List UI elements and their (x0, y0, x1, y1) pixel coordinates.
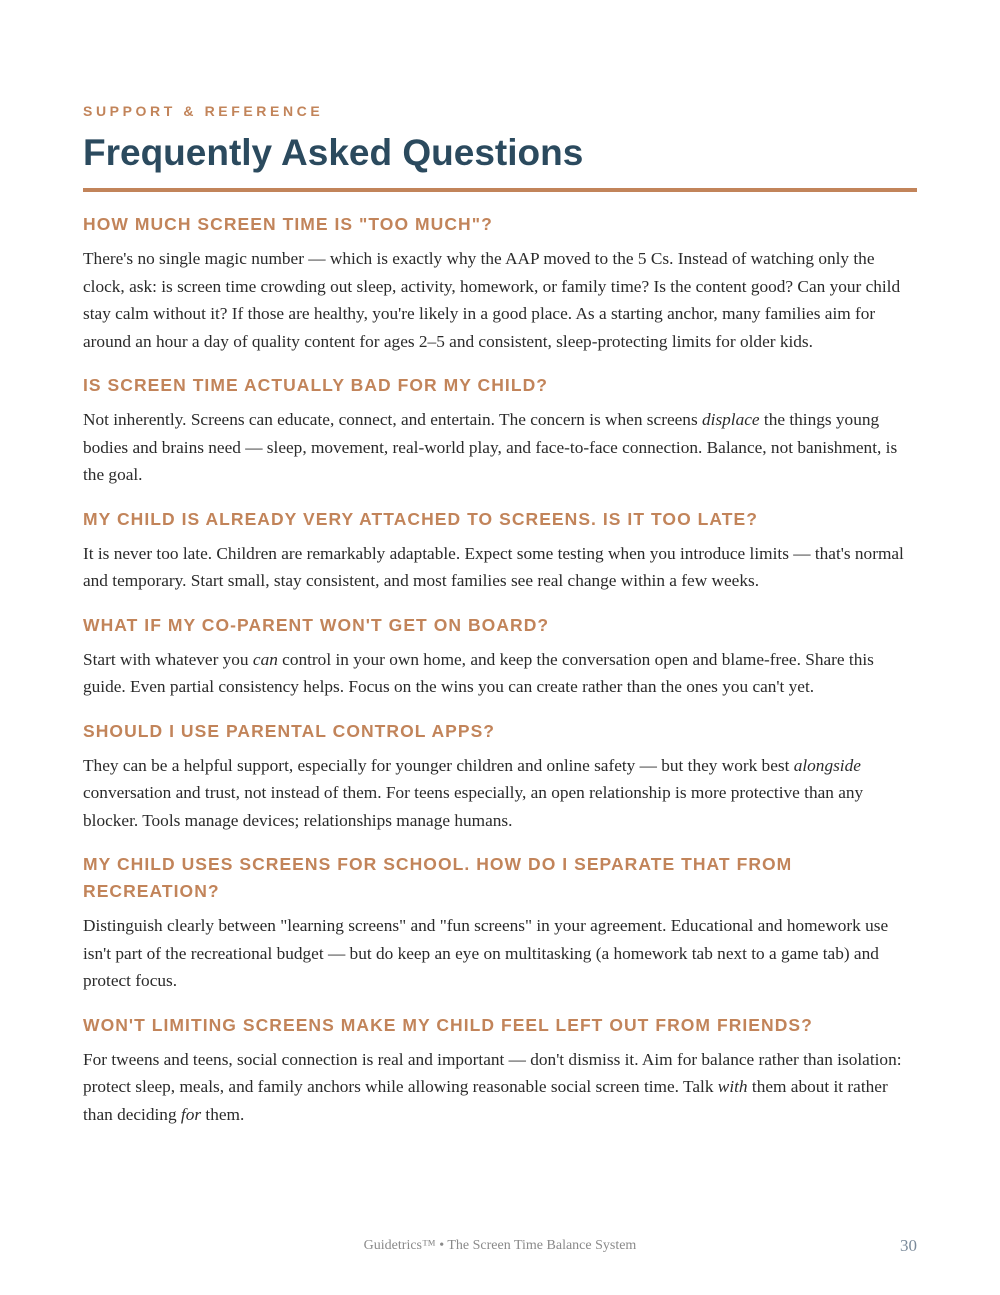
faq-question: IS SCREEN TIME ACTUALLY BAD FOR MY CHILD? (83, 375, 549, 395)
footer-text: Guidetrics™ • The Screen Time Balance System (363, 1238, 637, 1253)
section-eyebrow: SUPPORT & REFERENCE (83, 103, 324, 119)
faq-question: HOW MUCH SCREEN TIME IS "TOO MUCH"? (83, 214, 493, 234)
faq-item (83, 612, 917, 701)
faq-answer: Start with whatever you can control in your own home, and keep the conversation open and blame-free. Share this guide. Even partial consistency helps. Focus on the wins you can create rather than the ones you can't yet. (83, 649, 874, 696)
faq-answer: They can be a helpful support, especially for younger children and online safety — but they work best alongside conversation and trust, not instead of them. For teens especially, an open relationship is more protective than any blocker. Tools manage devices; relationships manage humans. (83, 755, 864, 830)
faq-answer: There's no single magic number — which is exactly why the AAP moved to the 5 Cs. Instead of watching only the clock, ask: is screen time crowding out sleep, activity, homework, or family time? Is the content good? Can your child stay calm without it? If those are healthy, you're likely in a good place. As a starting anchor, many families aim for around an hour a day of quality content for ages 2–5 and consistent, sleep-protecting limits for older kids. (83, 249, 901, 351)
faq-list (83, 211, 917, 1145)
faq-question: WHAT IF MY CO-PARENT WON'T GET ON BOARD? (83, 614, 550, 635)
faq-item (83, 718, 917, 835)
faq-item (83, 506, 917, 595)
faq-answer: It is never too late. Children are remarkably adaptable. Expect some testing when you introduce limits — that's normal and temporary. Start small, stay consistent, and most families see real change within a few weeks. (83, 543, 904, 590)
faq-answer: Not inherently. Screens can educate, connect, and entertain. The concern is when screens displace the things young bodies and brains need — sleep, movement, real-world play, and face-to-face connection. Balance, not banishment, is the goal. (83, 410, 898, 484)
faq-question: WON'T LIMITING SCREENS MAKE MY CHILD FEEL LEFT OUT FROM FRIENDS? (83, 1014, 813, 1035)
title-divider (83, 188, 917, 192)
faq-item (83, 372, 917, 489)
faq-question: MY CHILD USES SCREENS FOR SCHOOL. HOW DO I SEPARATE THAT FROM RECREATION? (83, 854, 793, 901)
faq-question: SHOULD I USE PARENTAL CONTROL APPS? (83, 720, 496, 741)
faq-answer: For tweens and teens, social connection is real and important — don't dismiss it. Aim for balance rather than isolation: protect sleep, meals, and family anchors while allowing reasonable social screen time. Talk with them about it rather than deciding for them. (83, 1049, 902, 1124)
page-title: Frequently Asked Questions (83, 132, 584, 173)
faq-answer: Distinguish clearly between "learning screens" and "fun screens" in your agreement. Educational and homework use isn't part of the recreational budget — but do keep an eye on multitasking (a homework tab next to a game tab) and protect focus. (83, 916, 889, 990)
faq-item (83, 851, 917, 995)
faq-item (83, 1012, 917, 1129)
faq-item (83, 211, 917, 355)
page-number: 30 (900, 1236, 917, 1255)
faq-question: MY CHILD IS ALREADY VERY ATTACHED TO SCREENS. IS IT TOO LATE? (83, 508, 758, 529)
